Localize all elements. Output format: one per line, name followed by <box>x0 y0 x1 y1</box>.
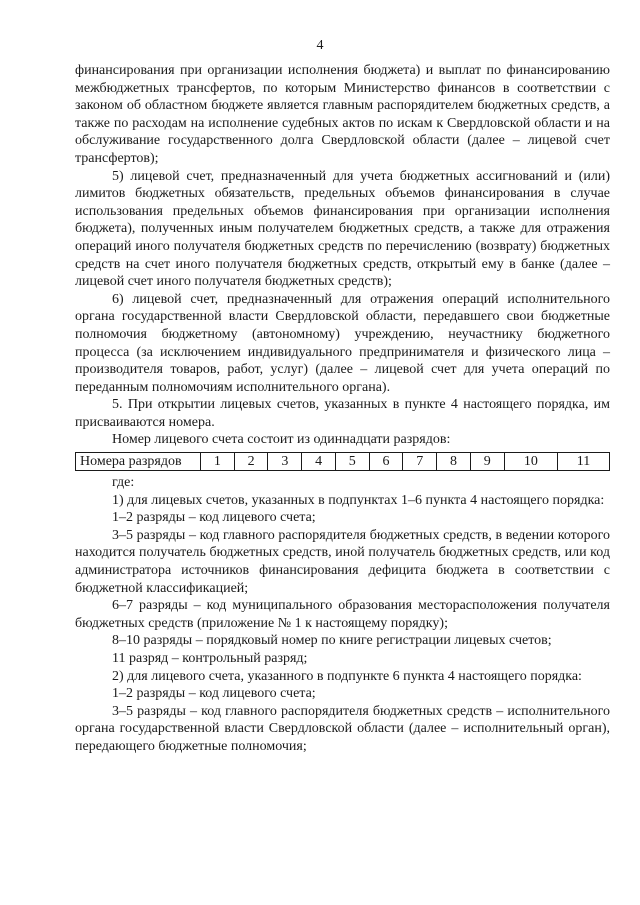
table-row <box>76 453 610 471</box>
paragraph-digits-8-10: 8–10 разряды – порядковый номер по книге регистрации лицевых счетов; <box>112 633 552 649</box>
table-cell: 7 <box>403 453 437 471</box>
paragraph-subitem-2: 2) для лицевого счета, указанного в подпункте 6 пункта 4 настоящего порядка: <box>112 668 582 684</box>
paragraph-digits-3-5: 3–5 разряды – код главного распорядителя бюджетных средств, в ведении которого находится получатель бюджетных средств, иной получатель бюджетных средств, или код администратора источников финансирования дефицита бюджета в соответствии с бюджетной классификацией; <box>75 527 610 596</box>
paragraph-where: где: <box>112 475 135 491</box>
paragraph-digits-1-2: 1–2 разряды – код лицевого счета; <box>112 510 316 526</box>
paragraph-account-format: Номер лицевого счета состоит из одиннадцати разрядов: <box>112 432 451 448</box>
paragraph-item-6: 6) лицевой счет, предназначенный для отражения операций исполнительного органа государственной власти Свердловской области, передавшего свои бюджетные полномочия бюджетному (автономному) учреждению, неучастнику бюджетного процесса (за исключением индивидуального предпринимателя и физического лица – производителя товаров, работ, услуг) (далее – лицевой счет для учета операций по переданным полномочиям исполнительного органа). <box>75 291 610 395</box>
table-cell: 5 <box>335 453 369 471</box>
table-header-cell: Номера разрядов <box>76 453 201 471</box>
paragraph-digits-6-7: 6–7 разряды – код муниципального образования месторасположения получателя бюджетных средств (приложение № 1 к настоящему порядку); <box>75 598 610 631</box>
table-cell: 2 <box>234 453 268 471</box>
table-cell: 1 <box>201 453 235 471</box>
paragraph-digits-3-5-b: 3–5 разряды – код главного распорядителя бюджетных средств – исполнительного органа государственной власти Свердловской области (далее – исполнительный орган), передающего бюджетные полномочия; <box>75 703 610 754</box>
table-cell: 3 <box>268 453 302 471</box>
digits-table-wrapper <box>75 452 610 471</box>
table-cell: 10 <box>504 453 557 471</box>
table-cell: 6 <box>369 453 403 471</box>
table-cell: 11 <box>558 453 610 471</box>
paragraph-continuation: финансирования при организации исполнения бюджета) и выплат по финансированию межбюджетных трансфертов, по которым Министерство финансов в соответствии с законом об областном бюджете является главным распорядителем бюджетных средств, а также по расходам на исполнение судебных актов по искам к Свердловской области и на обслуживание государственного долга Свердловской области (далее – лицевой счет трансфертов); <box>75 63 610 166</box>
paragraph-digits-1-2-b: 1–2 разряды – код лицевого счета; <box>112 686 316 702</box>
document-body <box>75 62 610 756</box>
page-number: 4 <box>316 38 324 53</box>
table-cell: 4 <box>302 453 336 471</box>
digits-table <box>75 452 610 471</box>
paragraph-item-5: 5) лицевой счет, предназначенный для учета бюджетных ассигнований и (или) лимитов бюджетных обязательств, предельных объемов финансирования в случае использования предельных объемов финансирования при организации исполнения бюджета), полученных иным получателем бюджетных средств, а также для отражения операций иного получателя бюджетных средств по перечислению (возврату) бюджетных средств на счет иного получателя бюджетных средств, открытый ему в банке (далее – лицевой счет иного получателя бюджетных средств); <box>75 168 610 290</box>
table-cell: 9 <box>470 453 504 471</box>
table-cell: 8 <box>437 453 471 471</box>
paragraph-subitem-1: 1) для лицевых счетов, указанных в подпунктах 1–6 пункта 4 настоящего порядка: <box>112 492 605 508</box>
paragraph-clause-5: 5. При открытии лицевых счетов, указанных в пункте 4 настоящего порядка, им присваиваются номера. <box>75 397 610 430</box>
paragraph-digit-11: 11 разряд – контрольный разряд; <box>112 651 308 666</box>
